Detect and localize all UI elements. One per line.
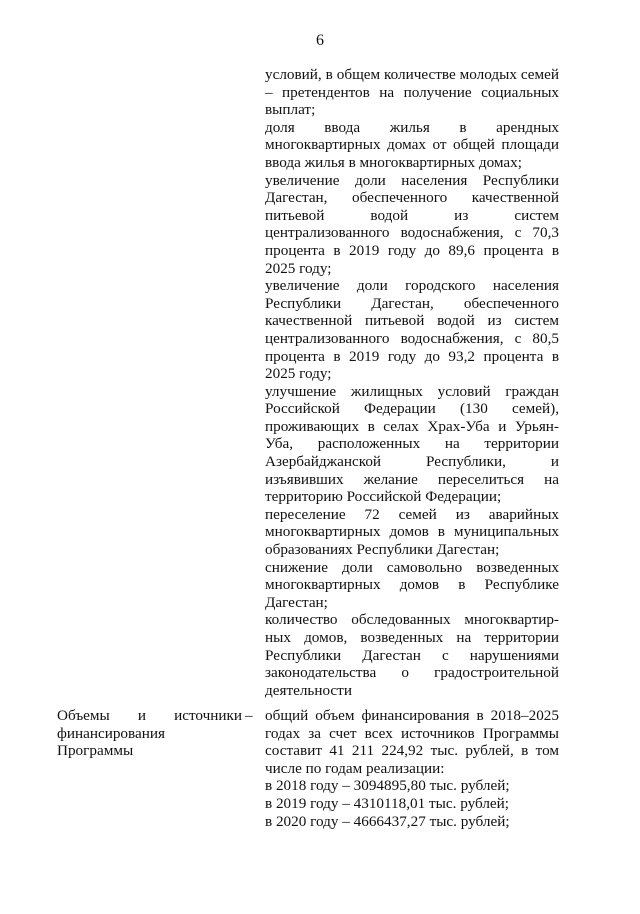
funding-year-item: в 2019 году – 4310118,01 тыс. рублей;	[265, 794, 510, 812]
indicator-item: снижение доли самовольно возведенных многоквартирных домов в Республике Дагестан;	[265, 558, 559, 611]
indicator-item: количество обследованных многоквартир-ных домов, возведенных на территории Республики Дагестан с нарушениями законодательства о градостроительной деятельности	[265, 611, 559, 699]
indicator-item: условий, в общем количестве молодых семей – претендентов на получение социальных выплат;	[265, 66, 559, 119]
label-word: источники	[174, 707, 242, 724]
funding-details	[265, 707, 559, 830]
funding-year-item: в 2018 году – 3094895,80 тыс. рублей;	[265, 777, 510, 795]
indicator-item: доля ввода жилья в арендных многоквартирных домах от общей площади ввода жилья в многоквартирных домах;	[265, 118, 559, 171]
label-line: Программы	[57, 742, 134, 760]
page-number: 6	[316, 32, 324, 49]
label-word: и	[137, 707, 146, 724]
target-indicators-list	[265, 66, 559, 699]
label-line: финансирования	[57, 724, 165, 742]
label-dash: –	[245, 707, 253, 724]
label-word: Объемы	[57, 707, 110, 724]
funding-year-item: в 2020 году – 4666437,27 тыс. рублей;	[265, 812, 510, 830]
indicator-item: переселение 72 семей из аварийных многоквартирных домов в муниципальных образованиях Республики Дагестан;	[265, 505, 559, 559]
indicator-item: увеличение доли населения Республики Дагестан, обеспеченного качественной питьевой водой из систем централизованного водоснабжения, с 70,3 процента в 2019 году до 89,6 процента в 2025 году;	[265, 171, 559, 277]
indicator-item: увеличение доли городского населения Республики Дагестан, обеспеченного качественной питьевой водой из систем централизованного водоснабжения, с 80,5 процента в 2019 году до 93,2 процента в 2025 году;	[265, 277, 559, 383]
indicator-item: улучшение жилищных условий граждан Российской Федерации (130 семей), проживающих в селах Храх-Уба и Урьян-Уба, расположенных на территории Азербайджанской Республики, и изъявивших желание переселиться на территорию Российской Федерации;	[265, 382, 559, 506]
funding-section-label	[57, 707, 257, 760]
funding-intro: общий объем финансирования в 2018–2025 годах за счет всех источников Программы составит 41 211 224,92 тыс. рублей, в том числе по годам реализации:	[265, 707, 559, 777]
